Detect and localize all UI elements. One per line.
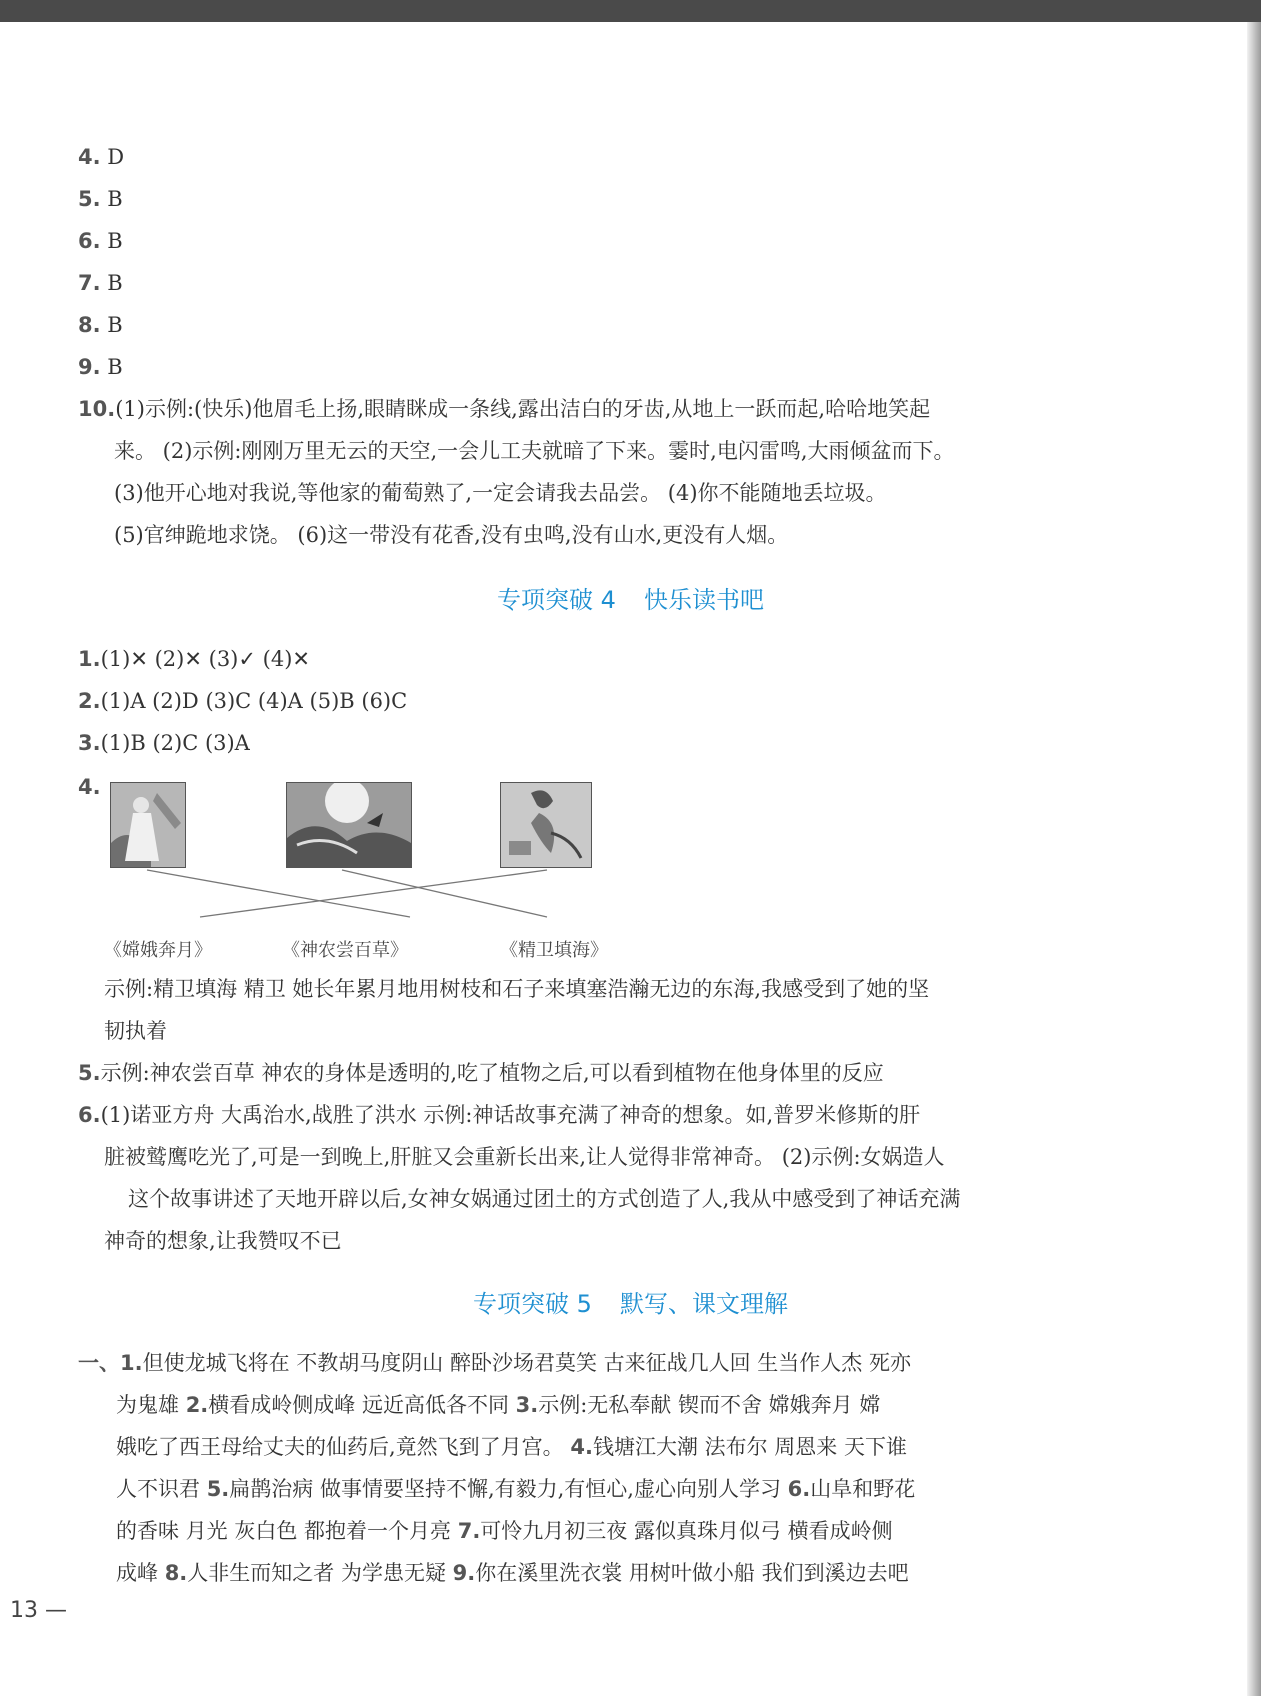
answer-6: 6. B — [78, 229, 123, 253]
answer-7: 7. B — [78, 271, 123, 295]
caption-jingwei: 《精卫填海》 — [500, 940, 608, 961]
caption-shennong: 《神农尝百草》 — [282, 940, 408, 961]
s4-answer-1: 1.(1)✕ (2)✕ (3)✓ (4)✕ — [78, 647, 310, 671]
page-number: 13 — — [10, 1598, 67, 1623]
answer-10-line3: (3)他开心地对我说,等他家的葡萄熟了,一定会请我去品尝。 (4)你不能随地丢垃圾。 — [114, 481, 887, 505]
answer-10-line1: 10.(1)示例:(快乐)他眉毛上扬,眼睛眯成一条线,露出洁白的牙齿,从地上一跃而起,哈哈地笑起 — [78, 397, 931, 421]
s5-line1: 一、1.但使龙城飞将在 不教胡马度阴山 醉卧沙场君莫笑 古来征战几人回 生当作人杰 死亦 — [78, 1351, 911, 1375]
s4-answer-4-label: 4. — [78, 775, 101, 799]
answer-9: 9. B — [78, 355, 123, 379]
answer-10-line4: (5)官绅跪地求饶。 (6)这一带没有花香,没有虫鸣,没有山水,更没有人烟。 — [114, 523, 789, 547]
section-heading-5: 专项突破 5 默写、课文理解 — [473, 1290, 788, 1318]
s4-answer-6-line1: 6.(1)诺亚方舟 大禹治水,战胜了洪水 示例:神话故事充满了神奇的想象。如,普罗米修斯的肝 — [78, 1103, 921, 1127]
caption-change: 《嫦娥奔月》 — [104, 940, 212, 961]
s5-line4: 人不识君 5.扁鹊治病 做事情要坚持不懈,有毅力,有恒心,虚心向别人学习 6.山阜和野花 — [116, 1477, 916, 1501]
s4-answer-6-line4: 神奇的想象,让我赞叹不已 — [104, 1229, 342, 1253]
s4-answer-2: 2.(1)A (2)D (3)C (4)A (5)B (6)C — [78, 689, 408, 713]
s5-line3: 娥吃了西王母给丈夫的仙药后,竟然飞到了月宫。 4.钱塘江大潮 法布尔 周恩来 天下谁 — [116, 1435, 907, 1459]
answer-5: 5. B — [78, 187, 123, 211]
answer-4: 4. D — [78, 145, 125, 169]
s5-line6: 成峰 8.人非生而知之者 为学患无疑 9.你在溪里洗衣裳 用树叶做小船 我们到溪边去吧 — [116, 1561, 909, 1585]
section-heading-4: 专项突破 4 快乐读书吧 — [497, 586, 764, 614]
answer-8: 8. B — [78, 313, 123, 337]
s5-line5: 的香味 月光 灰白色 都抱着一个月亮 7.可怜九月初三夜 露似真珠月似弓 横看成岭侧 — [116, 1519, 893, 1543]
s4-answer-6-line2: 脏被鹫鹰吃光了,可是一到晚上,肝脏又会重新长出来,让人觉得非常神奇。 (2)示例:女娲造人 — [104, 1145, 945, 1169]
s4-answer-4-line1: 示例:精卫填海 精卫 她长年累月地用树枝和石子来填塞浩瀚无边的东海,我感受到了她的坚 — [104, 977, 930, 1001]
s4-answer-3: 3.(1)B (2)C (3)A — [78, 731, 250, 755]
answer-10-line2: 来。 (2)示例:刚刚万里无云的天空,一会儿工夫就暗了下来。霎时,电闪雷鸣,大雨倾盆而下。 — [114, 439, 955, 463]
s4-answer-6-line3: 这个故事讲述了天地开辟以后,女神女娲通过团土的方式创造了人,我从中感受到了神话充满 — [128, 1187, 961, 1211]
s4-answer-5: 5.示例:神农尝百草 神农的身体是透明的,吃了植物之后,可以看到植物在他身体里的反应 — [78, 1061, 884, 1085]
s4-answer-4-line2: 韧执着 — [104, 1019, 167, 1043]
s5-line2: 为鬼雄 2.横看成岭侧成峰 远近高低各不同 3.示例:无私奉献 锲而不舍 嫦娥奔月 嫦 — [116, 1393, 881, 1417]
